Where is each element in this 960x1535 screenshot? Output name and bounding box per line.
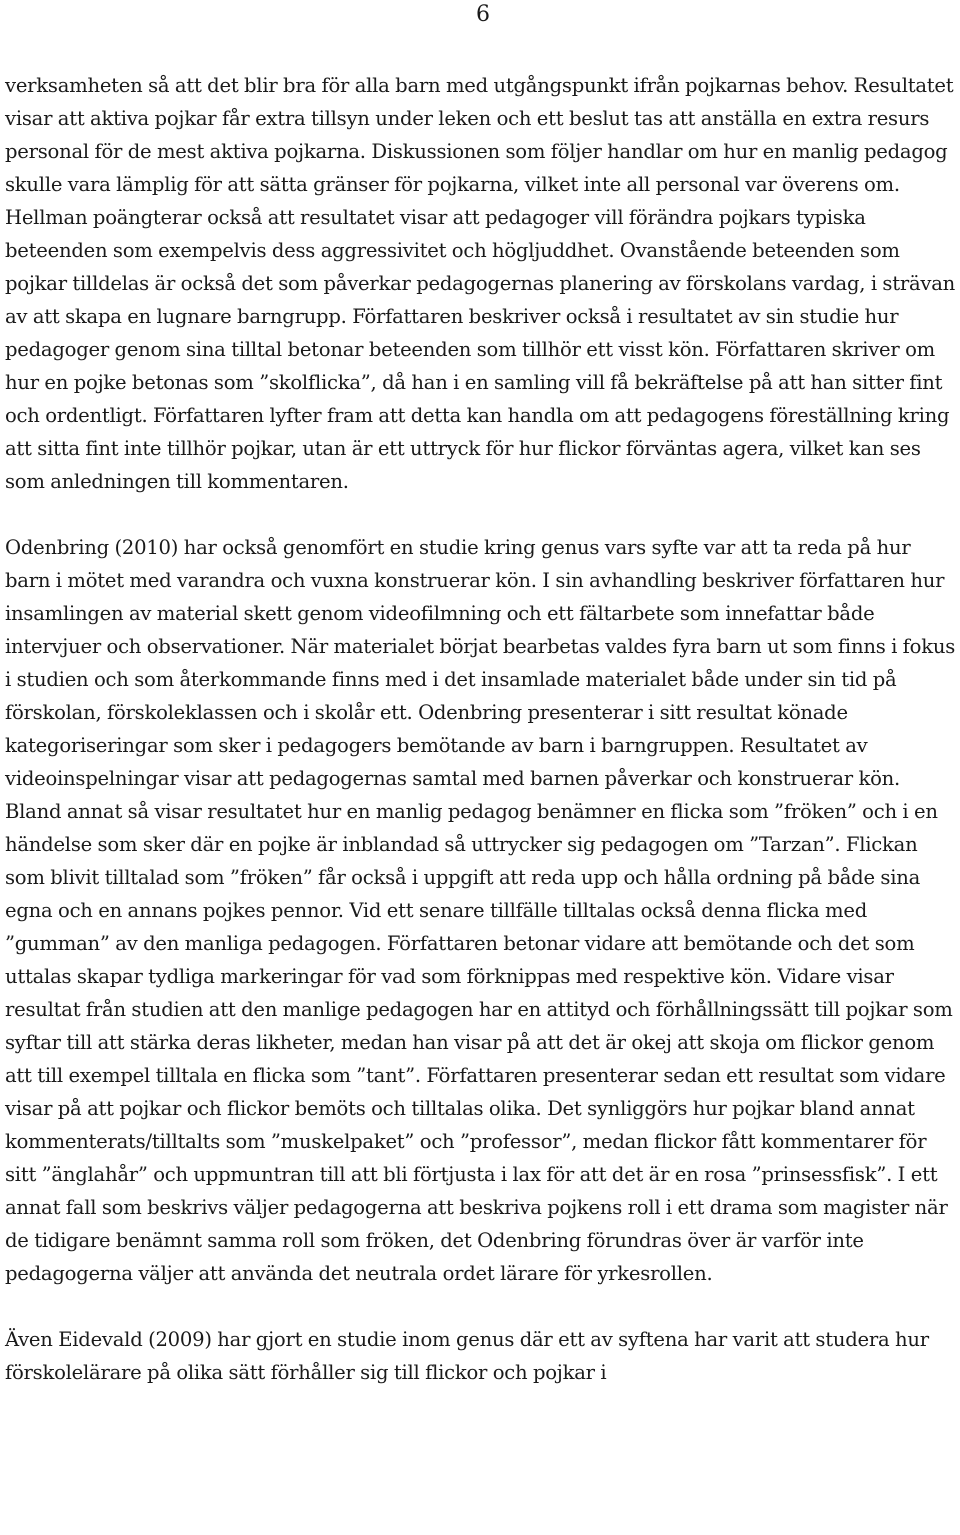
page-number: 6	[476, 2, 490, 27]
document-body	[5, 69, 960, 1422]
paragraph-2: Odenbring (2010) har också genomfört en studie kring genus vars syfte var att ta reda på hur barn i mötet med varandra och vuxna konstruerar kön. I sin avhandling beskriver författaren hur insamlingen av material skett genom videofilmning och ett fältarbete som innefattar både intervjuer och observationer. När materialet börjat bearbetas valdes fyra barn ut som finns i fokus i studien och som återkommande finns med i det insamlade materialet både under sin tid på förskolan, förskoleklassen och i skolår ett. Odenbring presenterar i sitt resultat könade kategoriseringar som sker i pedagogers bemötande av barn i barngruppen. Resultatet av videoinspelningar visar att pedagogernas samtal med barnen påverkar och konstruerar kön. Bland annat så visar resultatet hur en manlig pedagog benämner en flicka som ”fröken” och i en händelse som sker där en pojke är inblandad så uttrycker sig pedagogen om ”Tarzan”. Flickan som blivit tilltalad som ”fröken” får också i uppgift att reda upp och hålla ordning på både sina egna och en annans pojkes pennor. Vid ett senare tillfälle tilltalas också denna flicka med ”gumman” av den manliga pedagogen. Författaren betonar vidare att bemötande och det som uttalas skapar tydliga markeringar för vad som förknippas med respektive kön. Vidare visar resultat från studien att den manlige pedagogen har en attityd och förhållningssätt till pojkar som syftar till att stärka deras likheter, medan han visar på att det är okej att skoja om flickor genom att till exempel tilltala en flicka som ”tant”. Författaren presenterar sedan ett resultat som vidare visar på att pojkar och flickor bemöts och tilltalas olika. Det synliggörs hur pojkar bland annat kommenterats/tilltalts som ”muskelpaket” och ”professor”, medan flickor fått kommentarer för sitt ”änglahår” och uppmuntran till att bli förtjusta i lax för att det är en rosa ”prinsessfisk”. I ett annat fall som beskrivs väljer pedagogerna att beskriva pojkens roll i ett drama som magister när de tidigare benämnt samma roll som fröken, det Odenbring förundras över är varför inte pedagogerna väljer att använda det neutrala ordet lärare för yrkesrollen.	[5, 536, 956, 1285]
paragraph-3: Även Eidevald (2009) har gjort en studie inom genus där ett av syftena har varit att studera hur förskolelärare på olika sätt förhåller sig till flickor och pojkar i	[5, 1328, 929, 1384]
paragraph-1: verksamheten så att det blir bra för alla barn med utgångspunkt ifrån pojkarnas behov. Resultatet visar att aktiva pojkar får extra tillsyn under leken och ett beslut tas att anställa en extra resurs personal för de mest aktiva pojkarna. Diskussionen som följer handlar om hur en manlig pedagog skulle vara lämplig för att sätta gränser för pojkarna, vilket inte all personal var överens om. Hellman poängterar också att resultatet visar att pedagoger vill förändra pojkars typiska beteenden som exempelvis dess aggressivitet och högljuddhet. Ovanstående beteenden som pojkar tilldelas är också det som påverkar pedagogernas planering av förskolans vardag, i strävan av att skapa en lugnare barngrupp. Författaren beskriver också i resultatet av sin studie hur pedagoger genom sina tilltal betonar beteenden som tillhör ett visst kön. Författaren skriver om hur en pojke betonas som ”skolflicka”, då han i en samling vill få bekräftelse på att han sitter fint och ordentligt. Författaren lyfter fram att detta kan handla om att pedagogens föreställning kring att sitta fint inte tillhör pojkar, utan är ett uttryck för hur flickor förväntas agera, vilket kan ses som anledningen till kommentaren.	[5, 74, 956, 493]
